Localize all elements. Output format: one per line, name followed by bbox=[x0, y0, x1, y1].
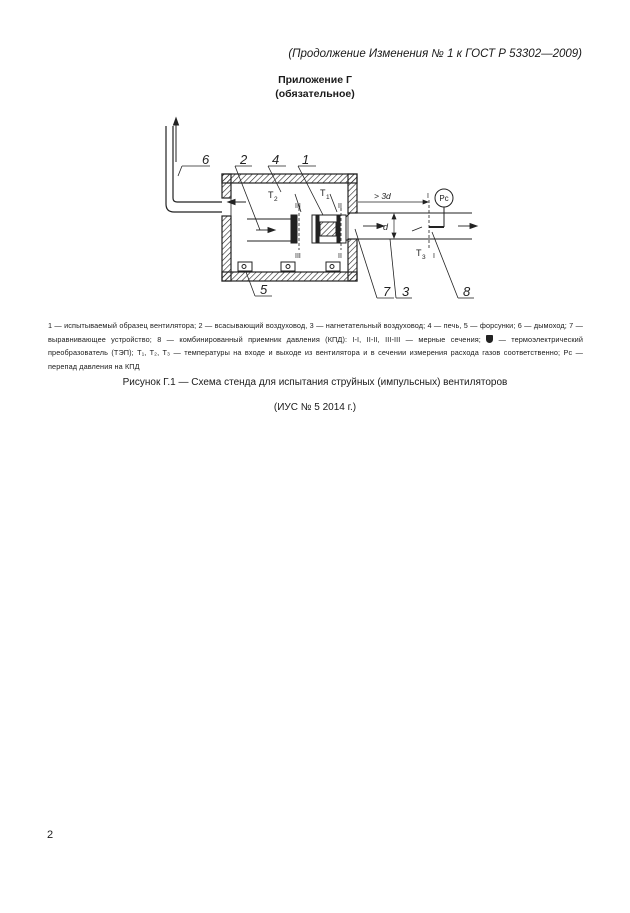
callout-2: 2 bbox=[240, 152, 248, 167]
appendix-subtitle: (обязательное) bbox=[275, 88, 355, 100]
label-t1: T bbox=[320, 188, 326, 198]
thermocouple-icon bbox=[486, 335, 493, 343]
figure-caption: Рисунок Г.1 — Схема стенда для испытания струйных (импульсных) вентиляторов bbox=[122, 377, 508, 388]
label-t3-sub: 3 bbox=[422, 254, 426, 261]
legend-part2: — термоэлектрический преобразователь (ТЭП); T₁, T₂, T₃ — температуры на входе и выходе из вентилятора и в сечении измерения расхода газов соответственно; Pc — перепад давления на КПД bbox=[48, 334, 583, 371]
dimension-lines bbox=[358, 200, 428, 238]
section-iii-bottom: III bbox=[295, 253, 301, 260]
callout-1: 1 bbox=[302, 152, 310, 167]
label-d: d bbox=[383, 222, 389, 232]
label-t2-sub: 2 bbox=[274, 196, 278, 203]
section-i-bottom: I bbox=[433, 253, 435, 260]
section-ii-top: II bbox=[338, 203, 342, 210]
appendix-title: Приложение Г bbox=[278, 74, 352, 86]
label-t1-sub: 1 bbox=[326, 194, 330, 201]
callout-7: 7 bbox=[383, 284, 391, 299]
test-stand-diagram bbox=[150, 112, 490, 307]
flow-arrow-up bbox=[174, 118, 179, 162]
label-t2: T bbox=[268, 190, 274, 200]
figure-legend bbox=[48, 319, 583, 373]
chimney bbox=[166, 126, 222, 212]
callout-4: 4 bbox=[272, 152, 280, 167]
page-header: (Продолжение Изменения № 1 к ГОСТ Р 53302—2009) bbox=[288, 48, 582, 60]
legend-part1: 1 — испытываемый образец вентилятора; 2 — всасывающий воздуховод, 3 — нагнетательный воздуховод; 4 — печь, 5 — форсунки; 6 — дымоход; 7 — выравнивающее устройство; 8 — комбинированный приемник давления (КПД): I-I, II-II, III-III — мерные сечения; bbox=[48, 321, 583, 344]
callout-8: 8 bbox=[463, 284, 471, 299]
callout-5: 5 bbox=[260, 282, 268, 297]
section-ii-bottom: II bbox=[338, 253, 342, 260]
label-pc: Pc bbox=[439, 194, 449, 203]
label-t3: T bbox=[416, 248, 422, 258]
ius-reference: (ИУС № 5 2014 г.) bbox=[273, 402, 357, 413]
page-number: 2 bbox=[47, 829, 54, 841]
callout-6: 6 bbox=[202, 152, 210, 167]
section-i-top: I bbox=[427, 193, 429, 200]
label-dist: > 3d bbox=[374, 191, 391, 201]
callout-3: 3 bbox=[402, 284, 410, 299]
section-iii-top: III bbox=[295, 203, 301, 210]
burners bbox=[238, 262, 340, 271]
